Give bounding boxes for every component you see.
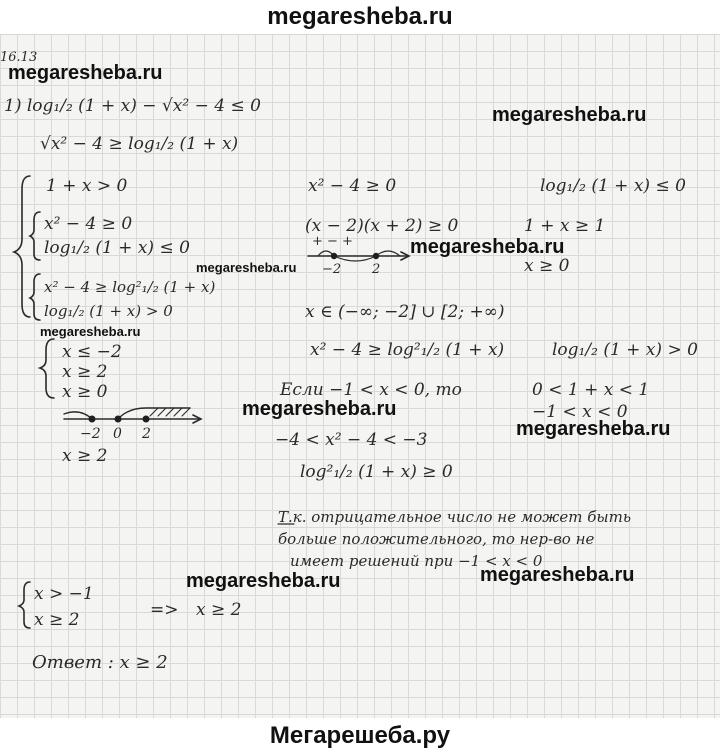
implies-arrow: => [150, 600, 179, 620]
step-1-line: √x² − 4 ≥ log₁/₂ (1 + x) [40, 134, 239, 154]
answer-line: Ответ : x ≥ 2 [32, 652, 168, 673]
watermark-6[interactable]: megaresheba.ru [242, 398, 397, 420]
squared-inequality: x² − 4 ≥ log²₁/₂ (1 + x) [310, 340, 505, 360]
point-2-line-2 [143, 416, 150, 423]
point-minus-2-line-1 [331, 253, 337, 259]
system-case-2-line-1: x² − 4 ≥ log²₁/₂ (1 + x) [44, 278, 216, 296]
range-line-2: −1 < x < 0 [532, 402, 628, 422]
right-line-2: 1 + x ≥ 1 [524, 216, 606, 236]
problem-number: 16.13 [0, 50, 38, 65]
watermark-5[interactable]: megaresheba.ru [40, 324, 141, 339]
second-system-line-3: x ≥ 0 [62, 382, 108, 402]
main-brace [14, 176, 30, 317]
point-0-line-2 [115, 416, 122, 423]
inner-brace-2 [30, 274, 40, 320]
final-system-line-2: x ≥ 2 [34, 610, 80, 630]
final-system-line-1: x > −1 [34, 584, 94, 604]
site-header[interactable]: megaresheba.ru [267, 3, 453, 30]
if-line: Если −1 < x < 0, то [280, 380, 462, 400]
watermark-7[interactable]: megaresheba.ru [516, 418, 671, 440]
note-line-2: больше положительного, то нер-во не [278, 530, 595, 548]
point-2-line-1 [373, 253, 379, 259]
inner-brace-1 [30, 212, 40, 260]
watermark-3[interactable]: megaresheba.ru [410, 236, 565, 258]
log-positive-line: log₁/₂ (1 + x) > 0 [552, 340, 698, 360]
watermark-9[interactable]: megaresheba.ru [480, 564, 635, 586]
handwritten-solution-sheet [0, 34, 720, 718]
middle-line-1: x² − 4 ≥ 0 [308, 176, 397, 196]
site-footer[interactable]: Мегарешеба.ру [269, 722, 451, 749]
final-system-brace [19, 582, 30, 628]
hatching [150, 408, 190, 416]
system-case-1-line-1: x² − 4 ≥ 0 [44, 214, 133, 234]
watermark-1[interactable]: megaresheba.ru [8, 62, 163, 84]
final-result: x ≥ 2 [196, 600, 242, 620]
axis-2-label-0: 0 [113, 426, 122, 442]
note-line-1: Т.к. отрицательное число не может быть [278, 508, 631, 526]
system-domain: 1 + x > 0 [46, 176, 128, 196]
log-squared-line: log²₁/₂ (1 + x) ≥ 0 [300, 462, 453, 482]
union-line: x ∈ (−∞; −2] ∪ [2; +∞) [305, 302, 505, 322]
point-minus-2-line-2 [89, 416, 96, 423]
interval-arcs [64, 408, 190, 419]
watermark-8[interactable]: megaresheba.ru [186, 570, 341, 592]
intermediate-result: x ≥ 2 [62, 446, 108, 466]
sign-pattern: + − + [312, 234, 353, 249]
system-case-2-line-2: log₁/₂ (1 + x) > 0 [44, 302, 173, 320]
axis-1-label-minus-2: −2 [322, 262, 342, 277]
range-line-3: −4 < x² − 4 < −3 [275, 430, 428, 450]
axis-2-label-minus-2: −2 [80, 426, 101, 442]
middle-line-2: (x − 2)(x + 2) ≥ 0 [305, 216, 459, 236]
axis-1-label-2: 2 [372, 262, 381, 277]
right-line-3: x ≥ 0 [524, 256, 570, 276]
second-system-line-1: x ≤ −2 [62, 342, 122, 362]
range-line-1: 0 < 1 + x < 1 [532, 380, 650, 400]
second-system-brace [40, 339, 54, 398]
note-line-3: имеет решений при −1 < x < 0 [290, 552, 543, 570]
task-line: 1) log₁/₂ (1 + x) − √x² − 4 ≤ 0 [4, 96, 261, 116]
right-line-1: log₁/₂ (1 + x) ≤ 0 [540, 176, 686, 196]
system-case-1-line-2: log₁/₂ (1 + x) ≤ 0 [44, 238, 190, 258]
second-system-line-2: x ≥ 2 [62, 362, 108, 382]
axis-2-label-2: 2 [142, 426, 151, 442]
watermark-4[interactable]: megaresheba.ru [196, 260, 297, 275]
watermark-2[interactable]: megaresheba.ru [492, 104, 647, 126]
